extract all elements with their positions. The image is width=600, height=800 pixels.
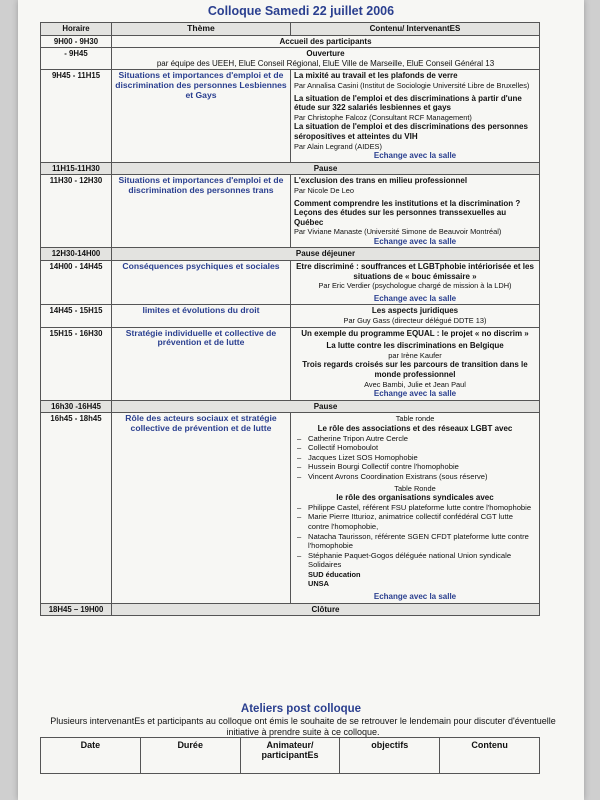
- row-content: [291, 305, 540, 327]
- talk-title: La situation de l'emploi et des discriminations à partir d'une étude sur 322 salariés lesbiennes et gays: [294, 93, 522, 113]
- talk-title: Etre discriminé : souffrances et LGBTphobie intériorisée et les situations de « bouc émissaire »: [296, 262, 534, 281]
- row-time: 9H00 - 9H30: [41, 35, 112, 48]
- talk-title: Un exemple du programme EQUAL : le projet « no discrim »: [301, 328, 529, 338]
- talk-title: Les aspects juridiques: [371, 306, 459, 316]
- table-row: [41, 48, 540, 70]
- table-row: [41, 413, 540, 603]
- talk-title: Le rôle des associations et des réseaux LGBT avec: [317, 423, 513, 433]
- echange-label: Echange avec la salle: [373, 151, 457, 161]
- row-time: 9H45 - 11H15: [41, 70, 112, 162]
- table-row: [41, 327, 540, 400]
- ateliers-intro: Plusieurs intervenantEs et participants au colloque ont émis le souhaite de se retrouver le lendemain pour discuter d'éventuelle initiative à prendre suite à ce colloque.: [50, 716, 556, 737]
- talk-title: Comment comprendre les institutions et la discrimination ? Leçons des études sur les personnes transsexuelles au Québec: [294, 198, 521, 227]
- row-time: 14H00 - 14H45: [41, 261, 112, 305]
- row-content: [291, 413, 540, 603]
- table-header-row: [41, 23, 540, 36]
- row-time: 12H30-14H00: [41, 248, 112, 261]
- list-item: – Marie Pierre Itturioz, animatrice collectif confédéral CGT lutte contre l'homophobie,: [294, 512, 536, 531]
- echange-label: Echange avec la salle: [373, 389, 457, 399]
- ateliers-header-objectifs: objectifs: [340, 738, 440, 774]
- row-time: 16h30 -16H45: [41, 400, 112, 413]
- talk-speaker: Par Christophe Falcoz (Consultant RCF Management): [294, 112, 472, 122]
- table-row: [41, 261, 540, 305]
- document-page: [18, 0, 584, 800]
- union-name: UNSA: [308, 579, 329, 589]
- talk-speaker: Par Viviane Manaste (Université Simone de Beauvoir Montréal): [294, 227, 502, 237]
- row-content: [291, 175, 540, 248]
- talk-title: le rôle des organisations syndicales avec: [336, 493, 494, 503]
- talk-title: La situation de l'emploi et des discriminations des personnes séropositives et atteintes du VIH: [294, 122, 528, 141]
- talk-speaker: Par Nicole De Leo: [294, 185, 354, 195]
- row-time: 11H30 - 12H30: [41, 175, 112, 248]
- row-content: [291, 327, 540, 400]
- table-row: [41, 400, 540, 413]
- table-row: [41, 162, 540, 175]
- row-theme: Situations et importances d'emploi et de discrimination des personnes Lesbiennes et Gays: [112, 70, 291, 162]
- row-theme: limites et évolutions du droit: [112, 305, 291, 327]
- row-content: [291, 261, 540, 305]
- row-content: Pause déjeuner: [112, 248, 540, 261]
- list-item: – Stéphanie Paquet-Gogos déléguée national Union syndicale Solidaires: [294, 551, 536, 570]
- ateliers-title: Ateliers post colloque: [240, 703, 362, 715]
- talk-title: La lutte contre les discriminations en Belgique: [326, 341, 504, 351]
- roundtable-label: Table ronde: [395, 414, 435, 424]
- row-content: Clôture: [112, 603, 540, 616]
- roundtable-label: Table Ronde: [394, 483, 436, 493]
- talk-speaker: Avec Bambi, Julie et Jean Paul: [364, 379, 466, 389]
- row-content: Pause: [112, 400, 540, 413]
- row-content: [291, 70, 540, 162]
- list-item: – Natacha Taurisson, référente SGEN CFDT plateforme lutte contre l'homophobie: [294, 532, 536, 551]
- talk-title: Trois regards croisés sur les parcours de transition dans le monde professionnel: [302, 360, 528, 379]
- ateliers-header-row: [41, 738, 540, 774]
- table-row: [41, 35, 540, 48]
- row-content-title: Ouverture: [306, 49, 345, 59]
- list-item: – Vincent Avrons Coordination Existrans (sous réserve): [294, 472, 536, 482]
- row-content: Pause: [112, 162, 540, 175]
- ateliers-header-animateur: Animateur/ participantEs: [240, 738, 340, 774]
- row-content: Accueil des participants: [112, 35, 540, 48]
- talk-speaker: par Irène Kaufer: [388, 350, 442, 360]
- row-time: 16h45 - 18h45: [41, 413, 112, 603]
- list-item: – Jacques Lizet SOS Homophobie: [294, 453, 536, 463]
- row-time: 11H15-11H30: [41, 162, 112, 175]
- ateliers-header-duree: Durée: [140, 738, 240, 774]
- union-name: SUD éducation: [308, 569, 361, 579]
- table-row: [41, 175, 540, 248]
- document-title: Colloque Samedi 22 juillet 2006: [207, 4, 395, 18]
- row-time: - 9H45: [41, 48, 112, 70]
- talk-speaker: Par Annalisa Casini (Institut de Sociologie Université Libre de Bruxelles): [294, 80, 530, 90]
- echange-label: Echange avec la salle: [373, 236, 457, 246]
- row-content-text: par équipe des UEEH, EluE Conseil Régional, EluE Ville de Marseille, EluE Conseil Général 13: [156, 58, 495, 68]
- row-time: 18H45 – 19H00: [41, 603, 112, 616]
- table-row: [41, 70, 540, 162]
- row-theme: Conséquences psychiques et sociales: [112, 261, 291, 305]
- echange-label: Echange avec la salle: [373, 592, 457, 602]
- talk-speaker: Par Guy Gass (directeur délégué DDTE 13): [343, 316, 487, 326]
- row-time: 15H15 - 16H30: [41, 327, 112, 400]
- header-theme: Thème: [112, 23, 291, 36]
- list-item: – Collectif Homoboulot: [294, 443, 536, 453]
- ateliers-header-contenu: Contenu: [440, 738, 540, 774]
- talk-speaker: Par Alain Legrand (AIDES): [294, 141, 382, 151]
- ateliers-table: [40, 737, 540, 774]
- talk-speaker: Par Eric Verdier (psychologue chargé de mission à la LDH): [318, 281, 512, 291]
- row-theme: Rôle des acteurs sociaux et stratégie collective de prévention et de lutte: [112, 413, 291, 603]
- list-item: – Hussein Bourgi Collectif contre l'homophobie: [294, 462, 536, 472]
- echange-label: Echange avec la salle: [373, 293, 457, 303]
- row-content: [112, 48, 540, 70]
- header-time: Horaire: [41, 23, 112, 36]
- table-row: [41, 305, 540, 327]
- table-row: [41, 603, 540, 616]
- header-content: Contenu/ IntervenantES: [291, 23, 540, 36]
- table-row: [41, 248, 540, 261]
- ateliers-header-date: Date: [41, 738, 141, 774]
- row-theme: Stratégie individuelle et collective de prévention et de lutte: [112, 327, 291, 400]
- list-item: – Philippe Castel, référent FSU plateforme lutte contre l'homophobie: [294, 503, 536, 513]
- talk-title: La mixité au travail et les plafonds de verre: [294, 71, 458, 81]
- list-item: – Catherine Tripon Autre Cercle: [294, 434, 536, 444]
- row-time: 14H45 - 15H15: [41, 305, 112, 327]
- talk-title: L'exclusion des trans en milieu professionnel: [294, 176, 468, 186]
- programme-table: [40, 22, 540, 616]
- row-theme: Situations et importances d'emploi et de discrimination des personnes trans: [112, 175, 291, 248]
